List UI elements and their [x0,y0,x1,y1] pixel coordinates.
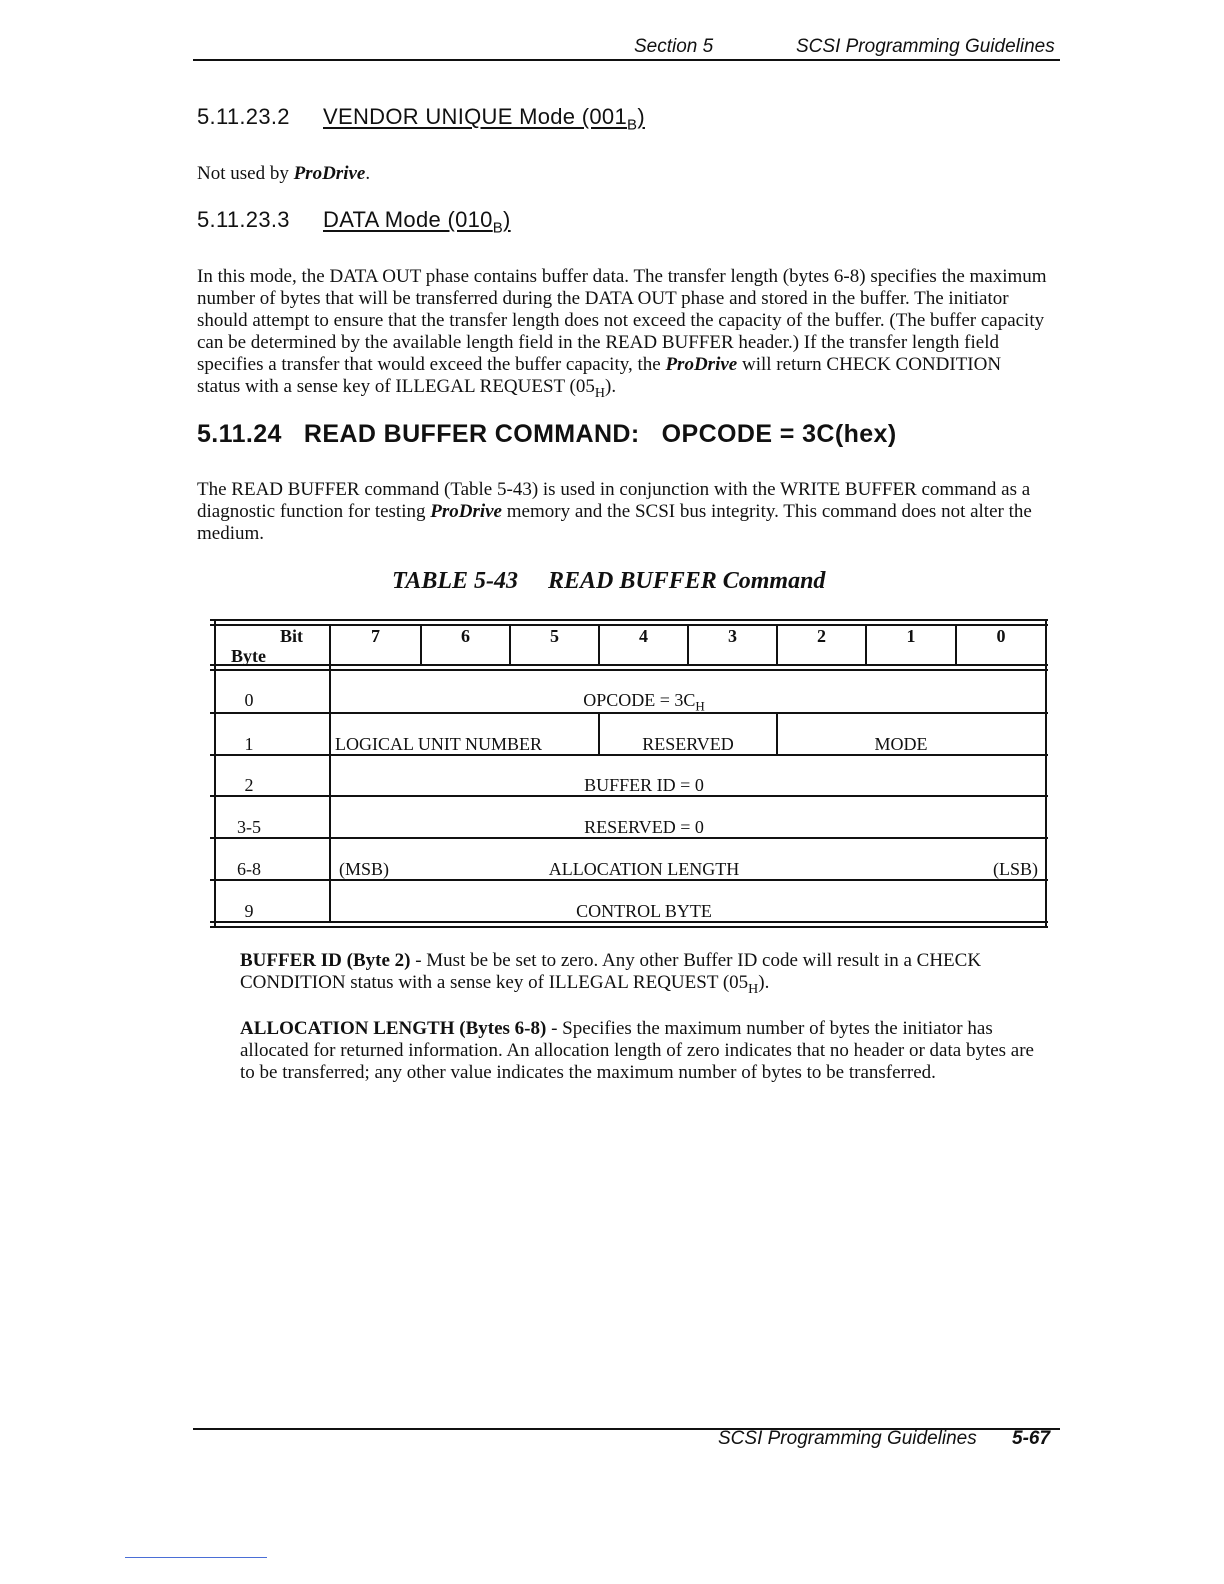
msb-label: (MSB) [339,859,390,879]
table-bottom-rule-inner [210,921,1048,923]
bit-header: 3 [728,626,737,646]
buffer-id-note: BUFFER ID (Byte 2) - Must be be set to zero. Any other Buffer ID code will result in a CHECK CONDITION status with a sense key of ILLEGAL REQUEST $(05_H)$. [240,950,982,997]
heading-vendor-unique [197,104,645,133]
header-rule [193,59,1060,61]
bit-header: 2 [817,626,826,646]
heading-read-buffer-command: 5.11.24 READ BUFFER COMMAND: OPCODE = 3C(hex) [197,420,897,448]
table-header-rule-1 [210,664,1048,666]
bit-header: 6 [461,626,470,646]
row-separator [210,879,1048,881]
allocation-length-field: ALLOCATION LENGTH [548,859,740,879]
reserved-field: RESERVED [642,734,734,754]
row-separator [210,754,1048,756]
table-top-rule-outer [210,619,1048,621]
heading-title: VENDOR UNIQUE Mode $(001_B)$ [323,104,645,134]
byte-label: 1 [244,734,254,754]
byte-label: 0 [244,690,254,710]
control-byte-field: CONTROL BYTE [576,901,712,921]
row-separator [210,712,1048,714]
table-corner-byte: Byte [231,646,266,666]
read-buffer-body: The READ BUFFER command (Table 5-43) is used in conjunction with the WRITE BUFFER command as a diagnostic function for testing ProDrive memory and the SCSI bus integrity. This command does not alter the medium. [197,479,1032,544]
buffer-id-field: BUFFER ID = 0 [584,775,704,795]
heading-title: DATA Mode $(010_B)$ [323,207,511,237]
scan-edge-line [125,1557,267,1558]
byte-label: 9 [244,901,254,921]
allocation-length-note: ALLOCATION LENGTH (Bytes 6-8) - Specifies the maximum number of bytes the initiator has allocated for returned information. An allocation length of zero indicates that no header or data bytes are to be transferred; any other value indicates the maximum number of bytes to be transferred. [240,1018,1034,1083]
lsb-label: (LSB) [993,859,1038,879]
row-separator [210,795,1048,797]
reserved-zero-field: RESERVED = 0 [584,817,704,837]
page-number: 5-67 [1012,1428,1051,1449]
header-title: SCSI Programming Guidelines [796,36,1055,57]
footer-title: SCSI Programming Guidelines [718,1428,977,1449]
table-caption: TABLE 5-43 READ BUFFER Command [392,568,826,594]
data-mode-body: In this mode, the DATA OUT phase contains buffer data. The transfer length (bytes 6-8) specifies the maximum number of bytes that will be transferred during the DATA OUT phase and stored in the buffer. The initiator should attempt to ensure that the transfer length does not exceed the capacity of the buffer. (The buffer capacity can be determined by the available length field in the READ BUFFER header.) If the transfer length field specifies a transfer that would exceed the buffer capacity, the ProDrive will return CHECK CONDITION status with a sense key of ILLEGAL REQUEST $(05_H)$. [197,266,1047,401]
mode-field: MODE [874,734,928,754]
logical-unit-number-field: LOGICAL UNIT NUMBER [335,734,542,754]
vendor-unique-body: Not used by ProDrive. [197,163,371,184]
bit-header: 4 [639,626,648,646]
heading-number: 5.11.23.3 [197,207,290,232]
byte-label: 2 [244,775,254,795]
byte-label: 3-5 [237,817,261,837]
header-section-label: Section 5 [634,36,714,57]
table-header-rule-2 [210,669,1048,671]
bit-header: 1 [906,626,916,646]
heading-number: 5.11.23.2 [197,104,290,129]
opcode-field: OPCODE = $3C_H$ [583,690,705,714]
table-bottom-rule-outer [210,926,1048,928]
row-separator [210,837,1048,839]
bit-header: 7 [371,626,380,646]
heading-data-mode [197,207,511,236]
byte-label: 6-8 [237,859,261,879]
bit-header: 0 [996,626,1006,646]
table-corner-bit: Bit [280,626,304,646]
bit-header: 5 [550,626,559,646]
